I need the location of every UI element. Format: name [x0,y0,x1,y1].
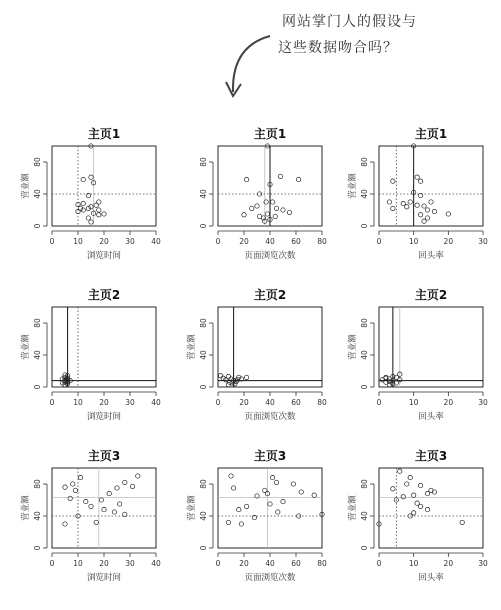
data-point [401,495,405,499]
data-point [418,213,422,217]
panel-title: 主页1 [253,127,287,141]
x-tick-label: 10 [73,398,83,407]
data-point [391,179,395,183]
x-tick-label: 40 [265,559,275,568]
data-point [99,498,103,502]
x-tick-label: 20 [443,237,454,246]
data-point [398,469,402,473]
data-point [244,375,248,379]
data-point [270,200,274,204]
plot-frame [379,146,483,226]
data-point [130,484,134,488]
scatter-panel [347,287,488,422]
x-tick-label: 10 [73,559,83,568]
scatter-panel [186,448,327,583]
y-tick-label: 40 [33,350,42,360]
x-tick-label: 40 [151,559,161,568]
panel-title: 主页2 [87,288,121,302]
y-tick-label: 80 [33,479,42,489]
data-point [460,520,464,524]
x-tick-label: 0 [49,398,55,407]
x-axis-label: 浏览时间 [86,412,122,422]
panel-title: 主页2 [414,288,448,302]
x-tick-label: 0 [215,237,221,246]
data-point [97,213,101,217]
x-tick-label: 30 [478,398,488,407]
panel-title: 主页1 [414,127,448,141]
y-axis-label: 营业额 [21,334,31,360]
y-axis-label: 营业额 [187,334,197,360]
data-point [123,512,127,516]
y-axis-label: 营业额 [187,495,197,521]
data-point [237,507,241,511]
data-point [408,475,412,479]
data-point [86,216,90,220]
x-tick-label: 0 [49,559,55,568]
data-point [81,177,85,181]
data-point [239,522,243,526]
y-tick-label: 40 [360,189,369,199]
data-point [244,177,248,181]
data-point [287,210,291,214]
data-point [231,486,235,490]
callout-arrow-shaft [233,36,270,92]
y-tick-label: 40 [360,511,369,521]
data-point [89,220,93,224]
x-tick-label: 60 [291,237,301,246]
data-point [291,482,295,486]
data-point [422,219,426,223]
x-tick-label: 30 [478,237,488,246]
data-point [415,203,419,207]
x-tick-label: 40 [265,237,275,246]
data-point [429,200,433,204]
scatter-panel [199,126,327,261]
data-point [299,490,303,494]
data-point [107,491,111,495]
x-axis-label: 回头率 [418,573,444,583]
data-point [281,499,285,503]
x-tick-label: 30 [125,559,135,568]
data-point [432,209,436,213]
panel-title: 主页2 [253,288,287,302]
scatter-panel [20,287,161,422]
data-point [97,208,101,212]
x-tick-label: 80 [317,237,327,246]
y-tick-label: 0 [33,384,42,390]
y-axis-label: 营业额 [21,495,31,521]
data-point [89,175,93,179]
callout [226,13,417,96]
data-point [391,206,395,210]
data-point [391,487,395,491]
x-tick-label: 40 [151,398,161,407]
x-axis-label: 页面浏览次数 [244,251,296,261]
x-axis-label: 浏览时间 [86,573,122,583]
data-point [123,480,127,484]
y-axis-label: 营业额 [348,334,358,360]
x-tick-label: 30 [478,559,488,568]
data-point [425,491,429,495]
data-point [408,200,412,204]
y-tick-label: 40 [33,189,42,199]
data-point [78,475,82,479]
y-tick-label: 0 [360,223,369,229]
x-tick-label: 20 [239,559,249,568]
y-axis-label: 营业额 [21,173,31,199]
data-point [250,206,254,210]
x-tick-label: 40 [265,398,275,407]
plot-frame [379,468,483,548]
panel-title: 主页3 [414,449,448,463]
data-point [63,485,67,489]
data-point [425,507,429,511]
y-tick-label: 40 [360,350,369,360]
data-point [422,204,426,208]
panel-title: 主页3 [87,449,121,463]
x-tick-label: 40 [151,237,161,246]
y-tick-label: 80 [199,318,208,328]
data-point [218,374,222,378]
x-tick-label: 10 [73,237,83,246]
data-point [115,486,119,490]
x-axis-label: 页面浏览次数 [244,573,296,583]
x-tick-label: 80 [317,559,327,568]
data-point [97,200,101,204]
scatter-panel [186,287,327,422]
data-point [84,499,88,503]
y-axis-label: 营业额 [348,173,358,199]
x-tick-label: 0 [215,559,221,568]
x-tick-label: 80 [317,398,327,407]
y-tick-label: 0 [33,545,42,551]
scatter-panel [347,448,488,583]
data-point [244,504,248,508]
x-axis-label: 回头率 [418,412,444,422]
data-point [136,474,140,478]
x-tick-label: 20 [239,398,249,407]
callout-line-1: 网站掌门人的假设与 [282,14,417,30]
x-axis-label: 回头率 [418,251,444,261]
data-point [418,483,422,487]
x-tick-label: 30 [125,398,135,407]
x-tick-label: 10 [408,559,419,568]
data-point [270,475,274,479]
x-axis-label: 页面浏览次数 [244,412,296,422]
x-tick-label: 10 [408,237,419,246]
plot-frame [218,468,322,548]
data-point [68,496,72,500]
y-tick-label: 0 [199,223,208,229]
y-tick-label: 40 [199,511,208,521]
data-point [94,520,98,524]
data-point [268,502,272,506]
data-point [112,510,116,514]
data-point [312,493,316,497]
y-tick-label: 0 [360,384,369,390]
data-point [281,208,285,212]
x-tick-label: 60 [291,559,301,568]
data-point [274,480,278,484]
data-point [226,520,230,524]
panel-title: 主页1 [87,127,121,141]
data-point [242,213,246,217]
data-point [229,474,233,478]
data-point [276,510,280,514]
data-point [411,493,415,497]
x-tick-label: 20 [239,237,249,246]
x-tick-label: 30 [125,237,135,246]
y-tick-label: 80 [33,318,42,328]
data-point [102,212,106,216]
scatter-panel [347,126,488,261]
data-point [71,482,75,486]
data-point [418,504,422,508]
data-point [63,522,67,526]
x-tick-label: 0 [376,398,382,407]
data-point [265,212,269,216]
y-tick-label: 40 [199,189,208,199]
x-tick-label: 0 [376,559,382,568]
data-point [89,504,93,508]
y-axis-label: 营业额 [348,495,358,521]
data-point [296,177,300,181]
data-point [418,179,422,183]
y-tick-label: 80 [199,157,208,167]
x-axis-label: 浏览时间 [86,251,122,261]
x-tick-label: 20 [443,559,454,568]
y-tick-label: 0 [360,545,369,551]
x-tick-label: 20 [443,398,454,407]
data-point [415,175,419,179]
data-point [255,204,259,208]
x-tick-label: 0 [49,237,55,246]
data-point [425,208,429,212]
panel-title: 主页3 [253,449,287,463]
x-tick-label: 20 [99,398,109,407]
data-point [405,482,409,486]
y-tick-label: 40 [33,511,42,521]
data-point [81,201,85,205]
y-tick-label: 80 [33,157,42,167]
y-tick-label: 0 [33,223,42,229]
callout-line-2: 这些数据吻合吗？ [278,40,398,56]
data-point [102,507,106,511]
plot-frame [52,468,156,548]
y-tick-label: 80 [360,318,369,328]
x-tick-label: 0 [215,398,221,407]
data-point [273,214,277,218]
panel-grid [20,126,488,583]
data-point [278,174,282,178]
y-tick-label: 80 [199,479,208,489]
y-tick-label: 40 [199,350,208,360]
data-point [418,193,422,197]
y-tick-label: 80 [360,157,369,167]
x-tick-label: 20 [99,559,109,568]
y-tick-label: 0 [199,384,208,390]
data-point [117,502,121,506]
data-point [73,488,77,492]
scatter-panel [20,448,161,583]
data-point [405,205,409,209]
x-tick-label: 10 [408,398,419,407]
y-tick-label: 0 [199,545,208,551]
data-point [446,212,450,216]
x-tick-label: 60 [291,398,301,407]
data-point [274,206,278,210]
plot-frame [52,146,156,226]
x-tick-label: 20 [99,237,109,246]
y-tick-label: 80 [360,479,369,489]
data-point [387,200,391,204]
x-tick-label: 0 [376,237,382,246]
scatter-panel [20,126,161,261]
